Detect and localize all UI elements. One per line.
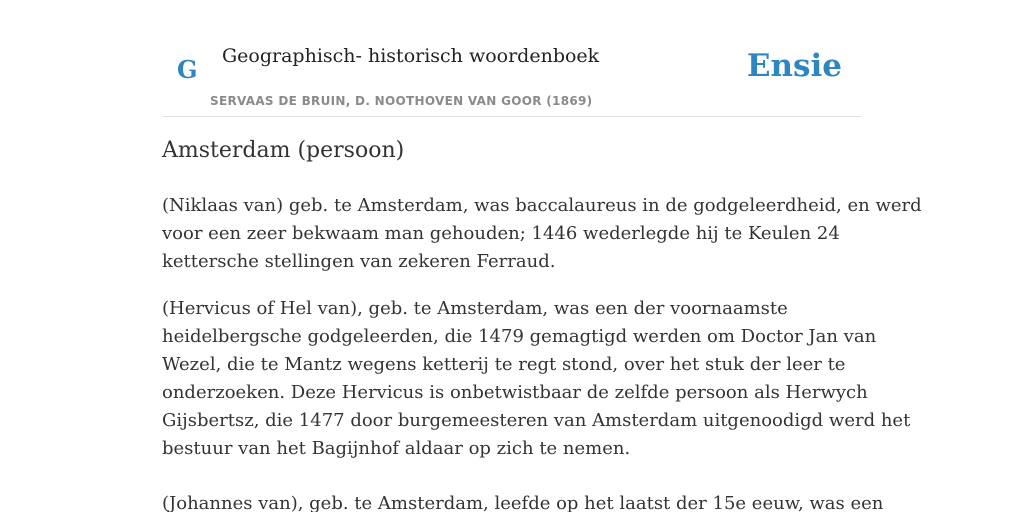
entry-paragraph — [162, 192, 922, 276]
paragraph-line: (Johannes van), geb. te Amsterdam, leefde op het laatst der 15e eeuw, was een — [162, 493, 884, 512]
paragraph-line: (Hervicus of Hel van), geb. te Amsterdam, was een der voornaamste — [162, 298, 788, 319]
paragraph-line: (Niklaas van) geb. te Amsterdam, was baccalaureus in de godgeleerdheid, en werd — [162, 195, 922, 216]
book-author-line: SERVAAS DE BRUIN, D. NOOTHOVEN VAN GOOR (1869) — [210, 94, 593, 108]
book-header — [162, 0, 862, 117]
ensie-logo-link[interactable]: Ensie — [746, 48, 842, 84]
entry-title: Amsterdam (persoon) — [162, 138, 405, 163]
paragraph-line: bestuur van het Bagijnhof aldaar op zich te nemen. — [162, 438, 631, 459]
paragraph-line: Wezel, die te Mantz wegens ketterij te regt stond, over het stuk der leer te — [162, 354, 846, 375]
book-logo-link[interactable]: G — [177, 55, 198, 84]
paragraph-line: heidelbergsche godgeleerden, die 1479 gemagtigd werden om Doctor Jan van — [162, 326, 877, 347]
book-title[interactable]: Geographisch- historisch woordenboek — [222, 45, 600, 67]
paragraph-line: kettersche stellingen van zekeren Ferraud. — [162, 251, 556, 272]
entry-paragraph — [162, 295, 911, 463]
paragraph-line: Gijsbertsz, die 1477 door burgemeesteren van Amsterdam uitgenoodigd werd het — [162, 410, 911, 431]
paragraph-line: onderzoeken. Deze Hervicus is onbetwistbaar de zelfde persoon als Herwych — [162, 382, 868, 403]
entry-paragraph — [162, 490, 884, 512]
paragraph-line: voor een zeer bekwaam man gehouden; 1446 wederlegde hij te Keulen 24 — [162, 223, 840, 244]
